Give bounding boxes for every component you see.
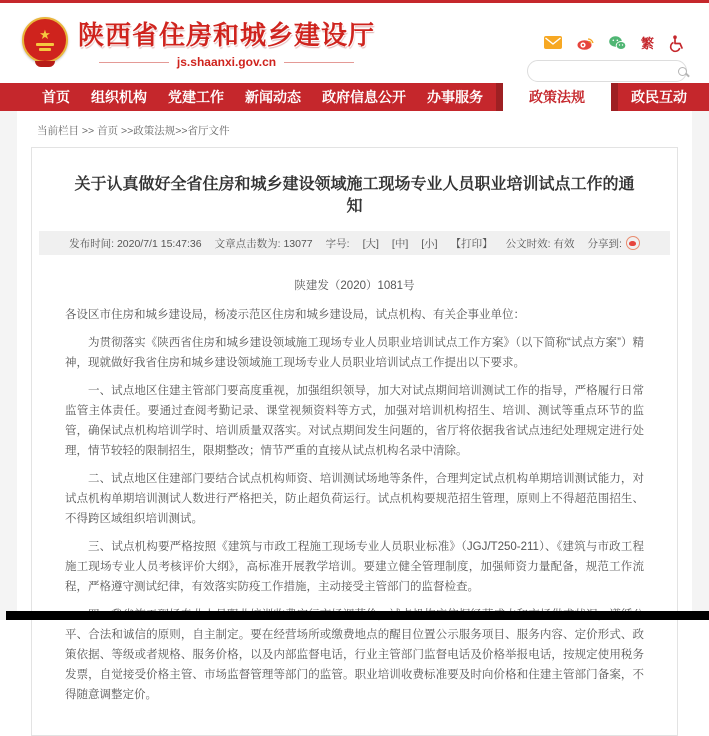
- nav-item-services[interactable]: 办事服务: [427, 89, 483, 105]
- article-card: [31, 147, 678, 736]
- salutation: 各设区市住房和城乡建设局，杨凌示范区住房和城乡建设局，试点机构、有关企事业单位：: [65, 309, 525, 321]
- publish-time: 发布时间: 2020/7/1 15:47:36: [69, 237, 202, 250]
- paragraph-2: 二、试点地区住建部门要结合试点机构师资、培训测试场地等条件，合理判定试点机构单期培训测试能力，对试点机构单期培训测试人数进行严格把关，防止超负荷运行。试点机构要规范招生管理，原则上不得超范围招生、不得跨区域组织培训测试。: [65, 473, 644, 525]
- paragraph-1: 一、试点地区住建主管部门要高度重视，加强组织领导，加大对试点期间培训测试工作的指导，严格履行日常监管主体责任。要通过查阅考勤记录、课堂视频资料等方式，加强对培训机构招生、培训、测试等重点环节的监管，确保试点机构培训学时、培训质量双落实。对试点期间发生问题的，省厅将依据我省试点违纪处理规定进行处理，情节较轻的限制招生，限期整改；情节严重的直接从试点机构名录中清除。: [65, 385, 644, 457]
- national-emblem-icon: ★: [22, 17, 68, 67]
- fontsize-large-button[interactable]: [大]: [362, 237, 379, 250]
- paragraph-3: 三、试点机构要严格按照《建筑与市政工程施工现场专业人员职业标准》（JGJ/T250-211）、《建筑与市政工程施工现场专业人员考核评价大纲》，高标准开展教学培训。要建立健全管理制度，加强师资力量配备，规范工作流程，严格遵守测试纪律，有效落实防疫工作措施，主动接受主管部门的监督检查。: [65, 541, 644, 593]
- search-input[interactable]: [536, 65, 678, 77]
- weibo-icon[interactable]: [577, 36, 594, 50]
- share-label: 分享到:: [587, 237, 622, 250]
- article-title: 关于认真做好全省住房和城乡建设领域施工现场专业人员职业培训试点工作的通知: [74, 176, 635, 215]
- document-number: 陕建发（2020）1081号: [294, 280, 415, 292]
- click-count: 文章点击数为: 13077: [214, 237, 313, 250]
- fontsize-label: 字号:: [325, 237, 350, 250]
- main-content-area: [0, 111, 709, 701]
- site-header: [0, 3, 709, 83]
- site-domain: js.shaanxi.gov.cn: [78, 55, 375, 69]
- article-body: [39, 305, 670, 705]
- print-button[interactable]: 【打印】: [450, 237, 493, 250]
- bottom-black-bar: [6, 611, 709, 620]
- article-meta-bar: [39, 231, 670, 255]
- nav-item-party-building[interactable]: 党建工作: [168, 89, 224, 105]
- weibo-share-icon[interactable]: [626, 236, 640, 250]
- fontsize-small-button[interactable]: [小]: [421, 237, 438, 250]
- mail-icon[interactable]: [544, 36, 562, 49]
- fontsize-medium-button[interactable]: [中]: [391, 237, 409, 250]
- accessibility-icon[interactable]: [669, 35, 683, 50]
- main-navigation: [0, 83, 709, 111]
- breadcrumb[interactable]: 当前栏目 >> 首页 >>政策法规>>省厅文件: [37, 125, 230, 137]
- nav-item-interaction[interactable]: 政民互动: [631, 89, 687, 105]
- traditional-chinese-toggle[interactable]: 繁: [640, 36, 654, 51]
- wechat-icon[interactable]: [609, 36, 626, 50]
- validity-status: 公文时效: 有效: [505, 237, 575, 250]
- nav-item-gov-info[interactable]: 政府信息公开: [322, 89, 406, 105]
- nav-item-organization[interactable]: 组织机构: [91, 89, 147, 105]
- paragraph-4: 平、合法和诚信的原则，自主制定。要在经营场所或缴费地点的醒目位置公示服务项目、服务内容、定价形式、政策依据、等级或者规格、服务价格，以及内部监督电话，行业主管部门监督电话及价格举报电话，按规定使用税务发票，自觉接受价格主管、市场监督管理等部门的监管。职业培训收费标准要及时向价格和住建主管部门备案，不得随意调整定价。: [65, 629, 644, 701]
- search-box[interactable]: [527, 60, 687, 82]
- site-logo[interactable]: [22, 15, 375, 69]
- nav-item-home[interactable]: 首页: [42, 89, 70, 105]
- nav-item-policies-active[interactable]: 政策法规: [496, 83, 618, 111]
- nav-item-news[interactable]: 新闻动态: [245, 89, 301, 105]
- paragraph-intro: 为贯彻落实《陕西省住房和城乡建设领域施工现场专业人员职业培训试点工作方案》（以下简称“试点方案”）精神，现就做好我省住房和城乡建设领域施工现场专业人员职业培训试点工作提出以下要求。: [65, 337, 644, 369]
- search-icon[interactable]: [678, 67, 687, 76]
- site-title: 陕西省住房和城乡建设厅: [78, 20, 376, 50]
- header-quick-links: [527, 33, 697, 52]
